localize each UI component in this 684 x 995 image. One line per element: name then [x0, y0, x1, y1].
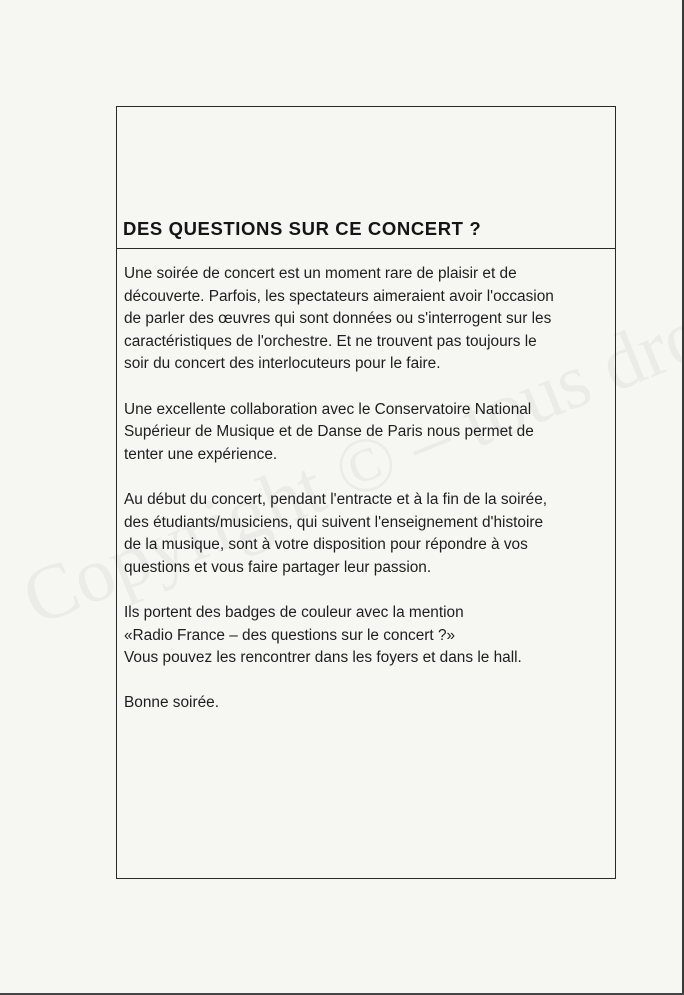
box-heading: DES QUESTIONS SUR CE CONCERT ?	[123, 218, 482, 239]
text-line: Une excellente collaboration avec le Conservatoire National	[124, 400, 532, 418]
text-line: tenter une expérience.	[124, 445, 278, 463]
text-line: Une soirée de concert est un moment rare de plaisir et de	[124, 265, 517, 282]
text-line: caractéristiques de l'orchestre. Et ne trouvent pas toujours le	[124, 332, 537, 350]
text-line: Ils portent des badges de couleur avec la mention	[124, 603, 464, 621]
info-box	[116, 106, 616, 879]
text-line: soir du concert des interlocuteurs pour le faire.	[124, 355, 441, 373]
paragraph-badges	[124, 602, 612, 670]
paragraph-students	[124, 489, 612, 579]
text-line: questions et vous faire partager leur passion.	[124, 558, 432, 576]
paragraph-closing	[124, 692, 612, 715]
paragraph-collaboration	[124, 399, 612, 467]
box-body	[124, 263, 612, 737]
text-line: des étudiants/musiciens, qui suivent l'enseignement d'histoire	[124, 513, 544, 531]
text-line: Vous pouvez les rencontrer dans les foyers et dans le hall.	[124, 649, 522, 667]
text-line: «Radio France – des questions sur le concert ?»	[124, 626, 456, 644]
text-line: Au début du concert, pendant l'entracte et à la fin de la soirée,	[124, 490, 548, 508]
text-line: de parler des œuvres qui sont données ou s'interrogent sur les	[124, 310, 552, 328]
heading-box	[117, 107, 615, 249]
paragraph-intro	[124, 263, 612, 376]
text-line: de la musique, sont à votre disposition pour répondre à vos	[124, 536, 528, 554]
text-line: découverte. Parfois, les spectateurs aimeraient avoir l'occasion	[124, 287, 554, 305]
text-line: Bonne soirée.	[124, 694, 219, 712]
text-line: Supérieur de Musique et de Danse de Paris nous permet de	[124, 423, 534, 441]
